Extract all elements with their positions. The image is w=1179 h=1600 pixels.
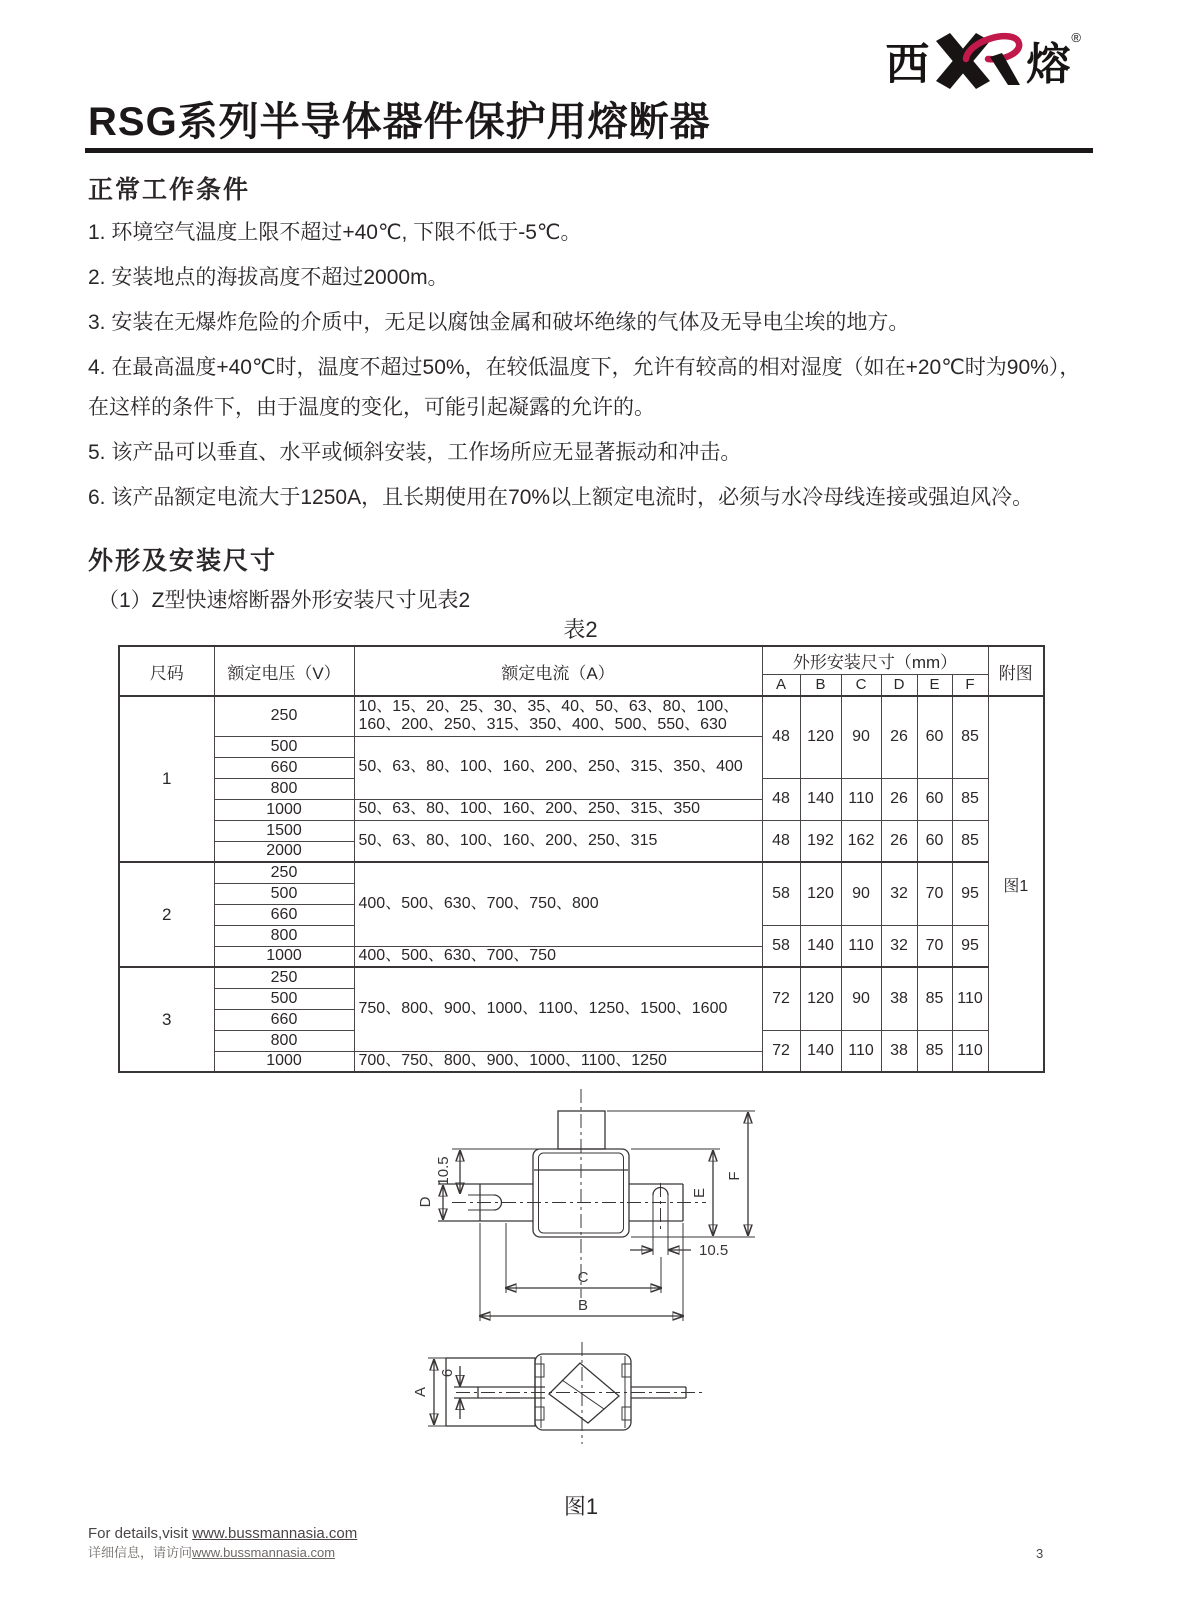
col-header-size: 尺码 bbox=[119, 646, 214, 696]
condition-item: 4. 在最高温度+40℃时，温度不超过50%，在较低温度下，允许有较高的相对湿度（如在+20℃时为90%），在这样的条件下，由于温度的变化，可能引起凝露的允许的。 bbox=[88, 356, 1081, 419]
dim-cell: 140 bbox=[800, 778, 841, 820]
dim-cell: 58 bbox=[762, 925, 800, 967]
dim-cell: 26 bbox=[881, 696, 917, 778]
dim-cell: 95 bbox=[952, 862, 988, 925]
voltage-cell: 800 bbox=[214, 778, 354, 799]
dim-cell: 90 bbox=[841, 967, 881, 1030]
footer-line-en bbox=[88, 1524, 357, 1544]
table-row bbox=[119, 862, 1044, 883]
col-header-current: 额定电流（A） bbox=[354, 646, 762, 696]
current-cell: 10、15、20、25、30、35、40、50、63、80、100、160、200、250、315、350、400、500、550、630 bbox=[354, 696, 762, 736]
footer-en-text: For details,visit bbox=[88, 1525, 193, 1542]
dim-label-c: C bbox=[577, 1269, 589, 1286]
voltage-cell: 660 bbox=[214, 904, 354, 925]
dim-cell: 85 bbox=[952, 696, 988, 778]
condition-item: 5. 该产品可以垂直、水平或倾斜安装，工作场所应无显著振动和冲击。 bbox=[88, 441, 742, 464]
page-number: 3 bbox=[1036, 1546, 1044, 1561]
footer-en-link[interactable]: www.bussmannasia.com bbox=[192, 1525, 358, 1542]
dimension-table bbox=[118, 645, 1045, 1073]
dim-cell: 26 bbox=[881, 778, 917, 820]
dim-cell: 110 bbox=[952, 1030, 988, 1072]
current-cell: 50、63、80、100、160、200、250、315 bbox=[354, 820, 762, 862]
dims-note: （1）Z型快速熔断器外形安装尺寸见表2 bbox=[98, 589, 471, 612]
logo-char-right: 熔 bbox=[1026, 40, 1072, 89]
dim-cell: 60 bbox=[917, 778, 952, 820]
voltage-cell: 660 bbox=[214, 757, 354, 778]
dim-cell: 110 bbox=[952, 967, 988, 1030]
table-row bbox=[119, 967, 1044, 988]
footer-line-zh bbox=[88, 1544, 357, 1562]
current-cell: 750、800、900、1000、1100、1250、1500、1600 bbox=[354, 967, 762, 1051]
conditions-list bbox=[88, 213, 1098, 523]
fuse-front-view-drawing bbox=[408, 1083, 888, 1333]
voltage-cell: 1000 bbox=[214, 946, 354, 967]
dim-letter: F bbox=[952, 674, 988, 696]
size-cell: 2 bbox=[119, 862, 214, 967]
page-title: RSG系列半导体器件保护用熔断器 bbox=[88, 100, 711, 144]
condition-item: 6. 该产品额定电流大于1250A，且长期使用在70%以上额定电流时，必须与水冷母线连接或强迫风冷。 bbox=[88, 486, 1034, 509]
current-cell: 50、63、80、100、160、200、250、315、350 bbox=[354, 799, 762, 820]
current-cell: 700、750、800、900、1000、1100、1250 bbox=[354, 1051, 762, 1072]
dim-label-a: A bbox=[412, 1386, 429, 1398]
dim-cell: 70 bbox=[917, 862, 952, 925]
voltage-cell: 250 bbox=[214, 696, 354, 736]
dim-label-e: E bbox=[691, 1187, 708, 1199]
current-cell: 400、500、630、700、750、800 bbox=[354, 862, 762, 946]
table-row bbox=[119, 696, 1044, 736]
dims-heading: 外形及安装尺寸 bbox=[88, 547, 278, 575]
dim-cell: 140 bbox=[800, 1030, 841, 1072]
dim-cell: 85 bbox=[952, 778, 988, 820]
dim-letter: B bbox=[800, 674, 841, 696]
dim-cell: 120 bbox=[800, 967, 841, 1030]
voltage-cell: 1000 bbox=[214, 1051, 354, 1072]
voltage-cell: 500 bbox=[214, 736, 354, 757]
footer-zh-link[interactable]: www.bussmannasia.com bbox=[192, 1545, 336, 1560]
dim-cell: 192 bbox=[800, 820, 841, 862]
dim-label-d: D bbox=[417, 1196, 434, 1208]
dim-cell: 48 bbox=[762, 778, 800, 820]
col-header-voltage: 额定电压（V） bbox=[214, 646, 354, 696]
dim-cell: 26 bbox=[881, 820, 917, 862]
dim-cell: 90 bbox=[841, 862, 881, 925]
dim-cell: 32 bbox=[881, 925, 917, 967]
dim-cell: 38 bbox=[881, 967, 917, 1030]
dim-cell: 95 bbox=[952, 925, 988, 967]
col-header-figure: 附图 bbox=[988, 646, 1044, 696]
brand-logo bbox=[885, 28, 1081, 92]
dim-cell: 110 bbox=[841, 778, 881, 820]
title-rule bbox=[85, 148, 1093, 153]
condition-item: 3. 安装在无爆炸危险的介质中，无足以腐蚀金属和破坏绝缘的气体及无导电尘埃的地方。 bbox=[88, 311, 910, 334]
dim-label-10-5-top: 10.5 bbox=[435, 1156, 452, 1186]
dim-cell: 48 bbox=[762, 696, 800, 778]
registered-mark: ® bbox=[1071, 30, 1081, 45]
dim-cell: 90 bbox=[841, 696, 881, 778]
dim-cell: 140 bbox=[800, 925, 841, 967]
table-caption: 表2 bbox=[563, 617, 598, 642]
dim-label-10-5-right: 10.5 bbox=[699, 1242, 729, 1259]
current-cell: 50、63、80、100、160、200、250、315、350、400 bbox=[354, 736, 762, 799]
figure-ref-cell: 图1 bbox=[988, 696, 1044, 1072]
voltage-cell: 800 bbox=[214, 925, 354, 946]
voltage-cell: 800 bbox=[214, 1030, 354, 1051]
dim-cell: 120 bbox=[800, 862, 841, 925]
dim-cell: 72 bbox=[762, 1030, 800, 1072]
dim-cell: 85 bbox=[952, 820, 988, 862]
dim-cell: 162 bbox=[841, 820, 881, 862]
voltage-cell: 1500 bbox=[214, 820, 354, 841]
dim-cell: 58 bbox=[762, 862, 800, 925]
dim-cell: 85 bbox=[917, 1030, 952, 1072]
logo-char-left: 西 bbox=[885, 40, 931, 89]
col-header-dims: 外形安装尺寸（mm） bbox=[762, 646, 988, 674]
logo-xr-mark-icon bbox=[932, 29, 1024, 91]
dim-cell: 85 bbox=[917, 967, 952, 1030]
condition-item: 2. 安装地点的海拔高度不超过2000m。 bbox=[88, 266, 449, 289]
dim-cell: 120 bbox=[800, 696, 841, 778]
dim-cell: 60 bbox=[917, 820, 952, 862]
dim-label-b: B bbox=[577, 1297, 589, 1314]
size-cell: 3 bbox=[119, 967, 214, 1072]
condition-item: 1. 环境空气温度上限不超过+40℃, 下限不低于-5℃。 bbox=[88, 221, 582, 244]
footer-zh-text: 详细信息，请访问 bbox=[88, 1545, 193, 1560]
current-cell: 400、500、630、700、750 bbox=[354, 946, 762, 967]
dim-label-six: 6 bbox=[439, 1368, 456, 1378]
voltage-cell: 250 bbox=[214, 967, 354, 988]
dim-letter: D bbox=[881, 674, 917, 696]
dim-letter: C bbox=[841, 674, 881, 696]
dim-letter: A bbox=[762, 674, 800, 696]
voltage-cell: 250 bbox=[214, 862, 354, 883]
dim-cell: 72 bbox=[762, 967, 800, 1030]
conditions-heading: 正常工作条件 bbox=[88, 176, 251, 204]
dim-cell: 32 bbox=[881, 862, 917, 925]
size-cell: 1 bbox=[119, 696, 214, 862]
dim-cell: 110 bbox=[841, 925, 881, 967]
dim-cell: 60 bbox=[917, 696, 952, 778]
voltage-cell: 660 bbox=[214, 1009, 354, 1030]
table-row bbox=[119, 820, 1044, 841]
voltage-cell: 500 bbox=[214, 988, 354, 1009]
voltage-cell: 2000 bbox=[214, 841, 354, 862]
dim-cell: 38 bbox=[881, 1030, 917, 1072]
fuse-top-view-drawing bbox=[408, 1336, 888, 1466]
voltage-cell: 500 bbox=[214, 883, 354, 904]
dim-letter: E bbox=[917, 674, 952, 696]
dim-cell: 110 bbox=[841, 1030, 881, 1072]
page-footer bbox=[88, 1524, 357, 1562]
voltage-cell: 1000 bbox=[214, 799, 354, 820]
dim-cell: 70 bbox=[917, 925, 952, 967]
dim-label-f: F bbox=[726, 1171, 743, 1181]
dim-cell: 48 bbox=[762, 820, 800, 862]
figure-caption: 图1 bbox=[563, 1494, 599, 1519]
